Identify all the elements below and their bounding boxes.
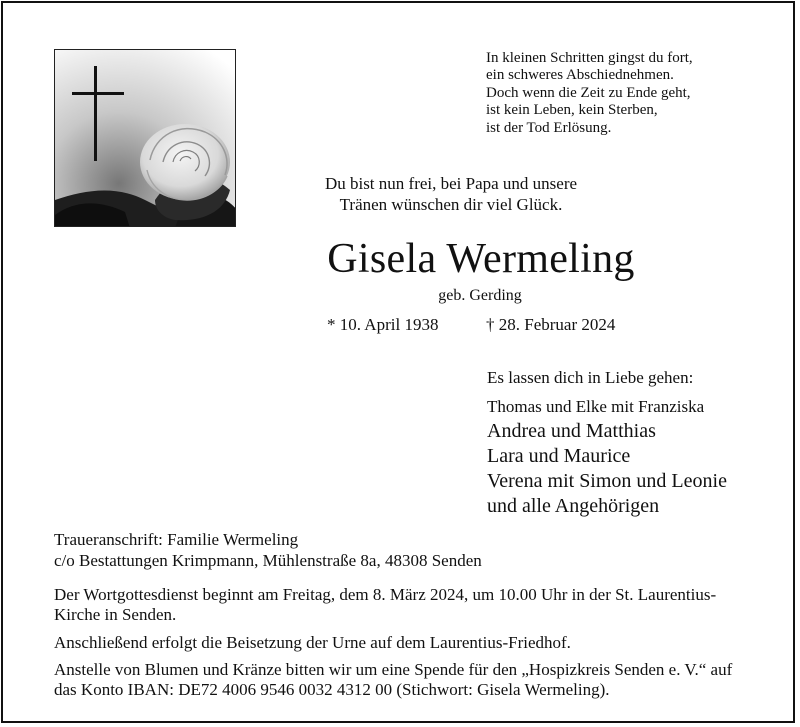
mourner-line: Andrea und Matthias bbox=[487, 420, 656, 442]
farewell-wish bbox=[240, 173, 662, 215]
service-notice: Der Wortgottesdienst beginnt am Freitag, dem 8. März 2024, um 10.00 Uhr in der St. Laurentius-Kirche in Senden. bbox=[54, 585, 717, 624]
mourner-line: Thomas und Elke mit Franziska bbox=[487, 397, 705, 416]
mourners-intro: Es lassen dich in Liebe gehen: bbox=[487, 368, 694, 387]
poem-line: Doch wenn die Zeit zu Ende geht, bbox=[486, 84, 691, 101]
mourner-line: Lara und Maurice bbox=[487, 445, 631, 467]
mourning-address bbox=[54, 529, 482, 571]
poem-line: In kleinen Schritten gingst du fort, bbox=[486, 50, 693, 66]
poem bbox=[486, 50, 693, 137]
wish-line: Tränen wünschen dir viel Glück. bbox=[339, 195, 563, 214]
death-date: † 28. Februar 2024 bbox=[486, 315, 616, 334]
donation-notice: Anstelle von Blumen und Kränze bitten wir um eine Spende für den „Hospizkreis Senden e. V.“ auf das Konto IBAN: DE72 4006 9546 0032 4312 00 (Stichwort: Gisela Wermeling). bbox=[54, 660, 733, 699]
poem-line: ist kein Leben, kein Sterben, bbox=[486, 102, 658, 119]
wish-line: Du bist nun frei, bei Papa und unsere bbox=[324, 174, 578, 193]
birth-date: * 10. April 1938 bbox=[327, 315, 439, 334]
burial-notice: Anschließend erfolgt die Beisetzung der Urne auf dem Laurentius-Friedhof. bbox=[54, 633, 571, 652]
poem-line: ein schweres Abschiednehmen. bbox=[486, 67, 674, 84]
mourner-line: Verena mit Simon und Leonie bbox=[487, 470, 727, 492]
mourner-line: und alle Angehörigen bbox=[487, 495, 660, 517]
deceased-name: Gisela Wermeling bbox=[327, 236, 635, 282]
address-line: Traueranschrift: Familie Wermeling bbox=[54, 530, 299, 549]
poem-line: ist der Tod Erlösung. bbox=[486, 119, 612, 136]
address-line: c/o Bestattungen Krimpmann, Mühlenstraße 8a, 48308 Senden bbox=[54, 551, 482, 570]
mourners-list bbox=[487, 395, 727, 519]
cross-and-rose-icon bbox=[54, 49, 236, 227]
birth-name: geb. Gerding bbox=[438, 287, 522, 304]
